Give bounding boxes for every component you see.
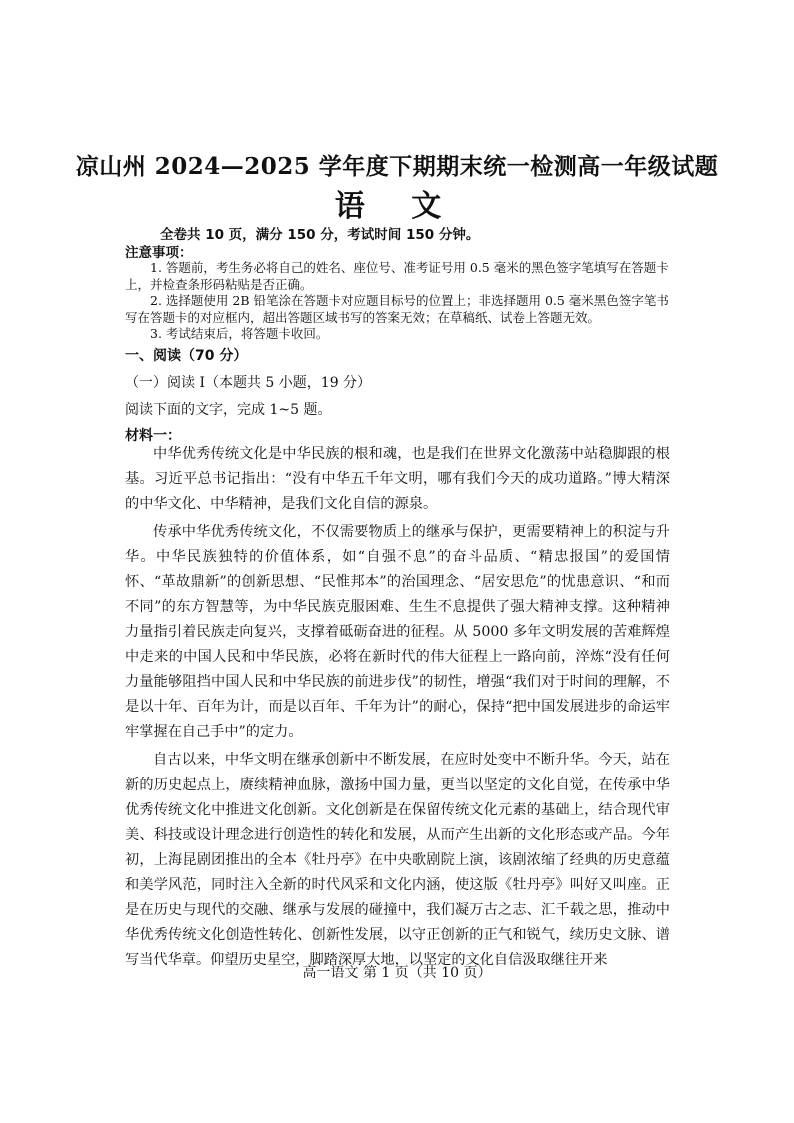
subsection-heading: （一）阅读 I（本题共 5 小题，19 分） xyxy=(125,375,372,391)
notice-item-2: 2. 选择题使用 2B 铅笔涂在答题卡对应题目标号的位置上；非选择题用 0.5 毫米黑色签字笔书写在答题卡的对应框内，超出答题区域书写的答案无效；在草稿纸、试卷上答题无效。 xyxy=(125,293,669,325)
part-heading: 一、阅读（70 分） xyxy=(125,348,248,364)
subject-title: 语 文 xyxy=(334,189,460,224)
passage-paragraph-2: 传承中华优秀传统文化，不仅需要物质上的继承与保护，更需要精神上的积淀与升华。中华民族独特的价值体系，如“自强不息”的奋斗品质、“精忠报国”的爱国情怀、“革故鼎新”的创新思想、“民惟邦本”的治国理念、“居安思危”的忧患意识、“和而不同”的东方智慧等，为中华民族克服困难、生生不息提供了强大精神支撑。这种精神力量指引着民族走向复兴，支撑着砥砺奋进的征程。从 5000 多年文明发展的苦难辉煌中走来的中国人民和中华民族，必将在新时代的伟大征程上一路向前，淬炼“没有任何力量能够阻挡中国人民和中华民族的前进步伐”的韧性，增强“我们对于时间的理解，不是以十年、百年为计，而是以百年、千年为计”的耐心，保持“把中国发展进步的命运牢牢掌握在自己手中”的定力。 xyxy=(125,524,670,740)
material-label: 材料一： xyxy=(125,428,181,444)
passage-paragraph-1: 中华优秀传统文化是中华民族的根和魂，也是我们在世界文化激荡中站稳脚跟的根基。习近平总书记指出：“没有中华五千年文明，哪有我们今天的成功道路。”博大精深的中华文化、中华精神，是我们文化自信的源泉。 xyxy=(125,446,670,512)
exam-title: 凉山州 2024—2025 学年度下期期末统一检测高一年级试题 xyxy=(75,153,719,180)
passage-paragraph-3: 自古以来，中华文明在继承创新中不断发展，在应时处变中不断升华。今天，站在新的历史起点上，赓续精神血脉，激扬中国力量，更当以坚定的文化自觉，在传承中华优秀传统文化中推进文化创新。文化创新是在保留传统文化元素的基础上，结合现代审美、科技或设计理念进行创造性的转化和发展，从而产生出新的文化形态或产品。今年初，上海昆剧团推出的全本《牡丹亭》在中央歌剧院上演，该剧浓缩了经典的历史意蕴和美学风范，同时注入全新的时代风采和文化内涵，使这版《牡丹亭》叫好又叫座。正是在历史与现代的交融、继承与发展的碰撞中，我们凝万古之志、汇千载之思，推动中华优秀传统文化创造性转化、创新性发展，以守正创新的正气和锐气，续历史文脉、谱写当代华章。仰望历史星空，脚踏深厚大地，以坚定的文化自信汲取继往开来 xyxy=(125,752,670,968)
passage xyxy=(125,442,670,976)
notice-heading: 注意事项： xyxy=(125,245,193,261)
notice-item-3: 3. 考试结束后，将答题卡收回。 xyxy=(150,326,329,341)
page-footer: 高一语文 第 1 页（共 10 页） xyxy=(302,965,492,981)
notice-item-1: 1. 答题前，考生务必将自己的姓名、座位号、准考证号用 0.5 毫米的黑色签字笔填写在答题卡上，并检查条形码粘贴是否正确。 xyxy=(125,260,669,292)
exam-summary: 全卷共 10 页，满分 150 分，考试时间 150 分钟。 xyxy=(160,227,480,243)
instruction-text: 阅读下面的文字，完成 1~5 题。 xyxy=(125,402,332,418)
